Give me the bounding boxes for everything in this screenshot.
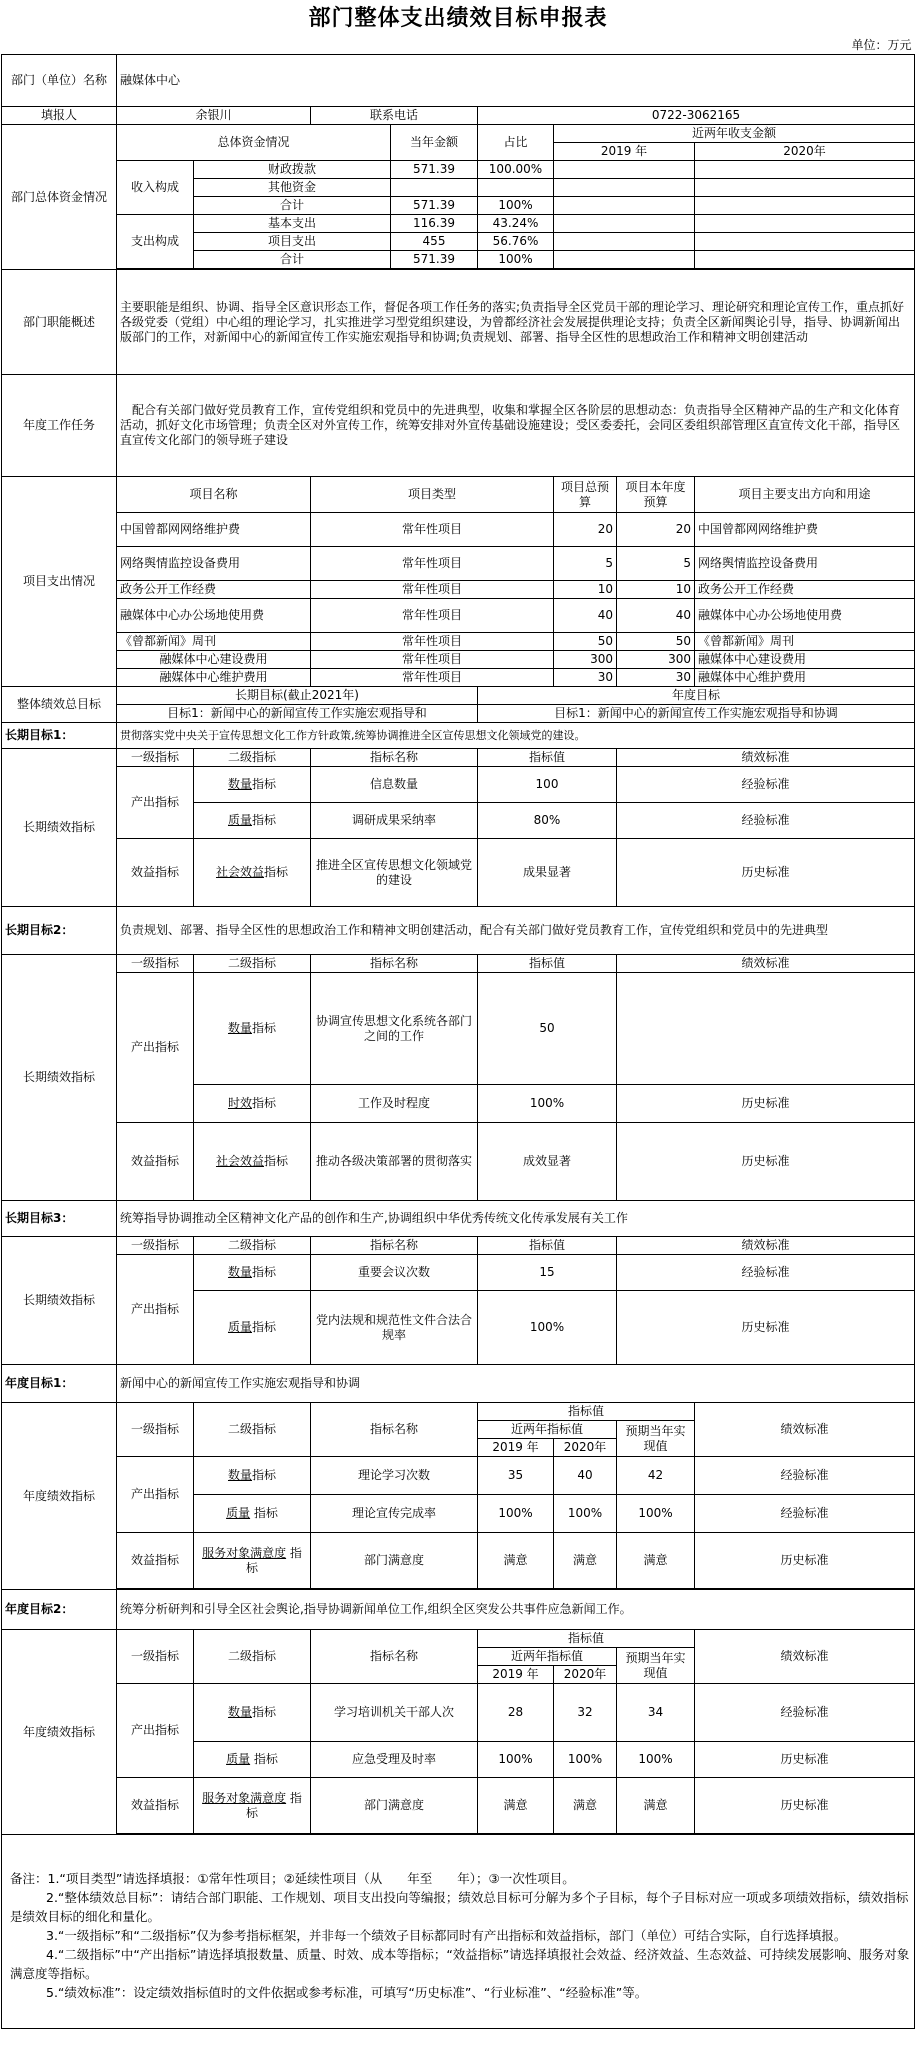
lt3-block: 长期绩效指标 [2, 1237, 117, 1365]
header-value: 指标值 [478, 1237, 617, 1255]
header-std: 绩效标准 [617, 955, 915, 973]
income-label: 收入构成 [117, 161, 194, 215]
yt2-block: 年度绩效指标 [2, 1630, 117, 1835]
project-year: 30 [617, 669, 695, 687]
lt3-value: 15 [478, 1255, 617, 1291]
funds-2020-header: 2020年 [695, 143, 915, 161]
year-expect-header: 预期当年实现值 [617, 1421, 695, 1457]
yt2-expect: 满意 [617, 1778, 695, 1834]
project-type: 常年性项目 [311, 651, 554, 669]
yt2-2019: 28 [478, 1684, 554, 1742]
dept-label: 部门（单位）名称 [2, 55, 117, 107]
yt2-2020: 100% [554, 1742, 617, 1778]
income-amount: 571.39 [391, 161, 478, 179]
header-l2: 二级指标 [194, 1403, 311, 1457]
lt2-l2: 数量 [227, 1021, 252, 1035]
header-l1: 一级指标 [117, 1630, 194, 1684]
overall-year-text: 目标1：新闻中心的新闻宣传工作实施宏观指导和协调 [478, 705, 915, 723]
lt3-name: 重要会议次数 [311, 1255, 478, 1291]
project-name: 《曾都新闻》周刊 [117, 633, 311, 651]
yt1-2020: 100% [554, 1495, 617, 1533]
yt1-name: 理论宣传完成率 [311, 1495, 478, 1533]
lt1-block: 长期绩效指标 [2, 749, 117, 907]
yt1-l2: 服务对象满意度 [202, 1545, 287, 1560]
expense-label: 支出构成 [117, 215, 194, 269]
yt1-std: 历史标准 [695, 1533, 915, 1589]
lt3-l2: 质量 [227, 1320, 252, 1334]
year-2020-header: 2020年 [554, 1666, 617, 1684]
expense-item: 合计 [194, 251, 391, 269]
header-l1: 一级指标 [117, 749, 194, 767]
lt2-l2-suffix: 指标 [252, 1096, 277, 1110]
overall-long-text: 目标1：新闻中心的新闻宣传工作实施宏观指导和 [117, 705, 478, 723]
tasks-label: 年度工作任务 [2, 375, 117, 477]
funds-recent-header: 近两年收支金额 [554, 125, 915, 143]
yt1-l2: 质量 [226, 1506, 251, 1520]
project-year: 10 [617, 581, 695, 599]
yt2-l2-suffix: 指标 [245, 1790, 302, 1820]
project-use: 网络舆情监控设备费用 [695, 547, 915, 581]
lt2-l2-suffix: 指标 [252, 1021, 277, 1035]
income-ratio: 100% [478, 197, 554, 215]
funds-ratio-header: 占比 [478, 125, 554, 161]
header-l1: 一级指标 [117, 1403, 194, 1457]
project-col-total: 项目总预算 [554, 477, 617, 513]
lt1-l2-suffix: 指标 [252, 777, 277, 791]
funds-2019-header: 2019 年 [554, 143, 695, 161]
yt1-std: 经验标准 [695, 1457, 915, 1495]
header-l1: 一级指标 [117, 955, 194, 973]
yt2-l2: 服务对象满意度 [202, 1790, 287, 1805]
yt2-text: 统筹分析研判和引导全区社会舆论,指导协调新闻单位工作,组织全区突发公共事件应急新闻工作。 [117, 1590, 915, 1630]
lt1-name: 调研成果采纳率 [311, 803, 478, 839]
project-col-use: 项目主要支出方向和用途 [695, 477, 915, 513]
notes-block [2, 1835, 915, 2029]
expense-amount: 571.39 [391, 251, 478, 269]
lt1-label: 长期目标1： [2, 723, 117, 749]
project-name: 融媒体中心建设费用 [117, 651, 311, 669]
project-type: 常年性项目 [311, 599, 554, 633]
lt3-l2-suffix: 指标 [252, 1265, 277, 1279]
yt1-name: 部门满意度 [311, 1533, 478, 1589]
yt1-l2-suffix: 指标 [250, 1506, 278, 1520]
yt2-2019: 100% [478, 1742, 554, 1778]
project-name: 政务公开工作经费 [117, 581, 311, 599]
project-use: 融媒体中心办公场地使用费 [695, 599, 915, 633]
overall-year-label: 年度目标 [478, 687, 915, 705]
lt2-name: 推动各级决策部署的贯彻落实 [311, 1123, 478, 1201]
expense-ratio: 56.76% [478, 233, 554, 251]
filler-label: 填报人 [2, 107, 117, 125]
year-recent-header: 近两年指标值 [478, 1421, 617, 1439]
yt2-l2-suffix: 指标 [250, 1752, 278, 1766]
duties-label: 部门职能概述 [2, 270, 117, 375]
lt1-l2-suffix: 指标 [264, 865, 289, 879]
lt2-name: 工作及时程度 [311, 1085, 478, 1123]
lt1-value: 100 [478, 767, 617, 803]
yt2-name: 部门满意度 [311, 1778, 478, 1834]
yt1-2020: 40 [554, 1457, 617, 1495]
project-type: 常年性项目 [311, 633, 554, 651]
projects-label: 项目支出情况 [2, 477, 117, 687]
project-use: 《曾都新闻》周刊 [695, 633, 915, 651]
header-l2: 二级指标 [194, 955, 311, 973]
income-amount: 571.39 [391, 197, 478, 215]
yt1-expect: 100% [617, 1495, 695, 1533]
dept-value: 融媒体中心 [117, 55, 915, 107]
yt2-label: 年度目标2： [2, 1590, 117, 1630]
yt1-expect: 42 [617, 1457, 695, 1495]
funds-label: 部门总体资金情况 [2, 125, 117, 270]
lt2-value: 100% [478, 1085, 617, 1123]
header-name: 指标名称 [311, 955, 478, 973]
income-item: 财政拨款 [194, 161, 391, 179]
note-item: 2.“整体绩效总目标”：请结合部门职能、工作规划、项目支出投向等编报；绩效总目标可分解为多个子目标，每个子目标对应一项或多项绩效指标，绩效指标是绩效目标的细化和量化。 [10, 1890, 909, 1924]
project-use: 融媒体中心建设费用 [695, 651, 915, 669]
lt2-benefit: 效益指标 [117, 1123, 194, 1201]
year-value-header: 指标值 [478, 1630, 695, 1648]
note-item: 5.“绩效标准”：设定绩效指标值时的文件依据或参考标准，可填写“历史标准”、“行业标准”、“经验标准”等。 [46, 1985, 648, 2000]
lt1-name: 推进全区宣传思想文化领域党的建设 [311, 839, 478, 907]
project-type: 常年性项目 [311, 513, 554, 547]
project-name: 融媒体中心办公场地使用费 [117, 599, 311, 633]
yt1-expect: 满意 [617, 1533, 695, 1589]
lt3-l2: 数量 [227, 1265, 252, 1279]
lt2-label: 长期目标2： [2, 907, 117, 955]
report-page [1, 0, 912, 2029]
yt1-2020: 满意 [554, 1533, 617, 1589]
project-year: 5 [617, 547, 695, 581]
lt1-std: 经验标准 [617, 803, 915, 839]
note-item: 备注：1.“项目类型”请选择填报：①常年性项目；②延续性项目（从 年至 年）；③一次性项目。 [10, 1871, 575, 1886]
lt2-l2: 社会效益 [215, 1154, 264, 1168]
lt1-text: 贯彻落实党中央关于宣传思想文化工作方针政策,统筹协调推进全区宣传思想文化领域党的建设。 [117, 723, 915, 749]
lt2-l2: 时效 [227, 1096, 252, 1110]
yt1-name: 理论学习次数 [311, 1457, 478, 1495]
header-l2: 二级指标 [194, 749, 311, 767]
yt2-std: 历史标准 [695, 1778, 915, 1834]
project-year: 40 [617, 599, 695, 633]
yt2-benefit: 效益指标 [117, 1778, 194, 1834]
yt2-l2: 质量 [226, 1752, 251, 1766]
year-2020-header: 2020年 [554, 1439, 617, 1457]
project-type: 常年性项目 [311, 581, 554, 599]
yt2-expect: 34 [617, 1684, 695, 1742]
project-col-year: 项目本年度预算 [617, 477, 695, 513]
lt2-output: 产出指标 [117, 973, 194, 1123]
income-ratio [478, 179, 554, 197]
income-item: 合计 [194, 197, 391, 215]
lt1-l2-suffix: 指标 [252, 813, 277, 827]
header-value: 指标值 [478, 749, 617, 767]
header-std: 绩效标准 [695, 1403, 915, 1457]
yt2-2020: 满意 [554, 1778, 617, 1834]
header-name: 指标名称 [311, 1403, 478, 1457]
lt2-text: 负责规划、部署、指导全区性的思想政治工作和精神文明创建活动，配合有关部门做好党员教育工作，宣传党组织和党员中的先进典型 [117, 907, 915, 955]
lt2-std: 历史标准 [617, 1085, 915, 1123]
project-col-type: 项目类型 [311, 477, 554, 513]
expense-ratio: 100% [478, 251, 554, 269]
unit-label: 单位：万元 [851, 37, 912, 52]
income-amount [391, 179, 478, 197]
lt2-std: 历史标准 [617, 1123, 915, 1201]
header-l2: 二级指标 [194, 1630, 311, 1684]
lt3-text: 统筹指导协调推动全区精神文化产品的创作和生产,协调组织中华优秀传统文化传承发展有关工作 [117, 1201, 915, 1237]
header-name: 指标名称 [311, 1237, 478, 1255]
lt2-name: 协调宣传思想文化系统各部门之间的工作 [311, 973, 478, 1085]
lt2-l2-suffix: 指标 [264, 1154, 289, 1168]
expense-item: 项目支出 [194, 233, 391, 251]
year-2019-header: 2019 年 [478, 1439, 554, 1457]
header-std: 绩效标准 [617, 749, 915, 767]
funds-total-header: 总体资金情况 [117, 125, 391, 161]
project-use: 融媒体中心维护费用 [695, 669, 915, 687]
lt1-l2: 质量 [227, 813, 252, 827]
income-ratio: 100.00% [478, 161, 554, 179]
yt1-label: 年度目标1： [2, 1365, 117, 1403]
yt1-l2-suffix: 指标 [245, 1545, 302, 1575]
yt2-2019: 满意 [478, 1778, 554, 1834]
project-name: 网络舆情监控设备费用 [117, 547, 311, 581]
yt2-std: 历史标准 [695, 1742, 915, 1778]
header-name: 指标名称 [311, 749, 478, 767]
lt1-l2: 数量 [227, 777, 252, 791]
lt1-std: 历史标准 [617, 839, 915, 907]
overall-long-label: 长期目标(截止2021年) [117, 687, 478, 705]
overall-label: 整体绩效总目标 [2, 687, 117, 723]
project-total: 5 [554, 547, 617, 581]
yt1-l2-suffix: 指标 [252, 1468, 277, 1482]
lt1-l2: 社会效益 [215, 865, 264, 879]
lt3-std: 历史标准 [617, 1291, 915, 1365]
project-total: 30 [554, 669, 617, 687]
lt1-benefit: 效益指标 [117, 839, 194, 907]
yt1-benefit: 效益指标 [117, 1533, 194, 1589]
project-name: 中国曾都网网络维护费 [117, 513, 311, 547]
header-std: 绩效标准 [617, 1237, 915, 1255]
project-total: 50 [554, 633, 617, 651]
note-item: 3.“一级指标”和“二级指标”仅为参考指标框架，并非每一个绩效子目标都同时有产出指标和效益指标，部门（单位）可结合实际，自行选择填报。 [46, 1928, 847, 1943]
expense-amount: 116.39 [391, 215, 478, 233]
project-year: 20 [617, 513, 695, 547]
lt1-value: 成果显著 [478, 839, 617, 907]
yt1-l2: 数量 [227, 1468, 252, 1482]
yt2-name: 应急受理及时率 [311, 1742, 478, 1778]
funds-amount-header: 当年金额 [391, 125, 478, 161]
yt2-2020: 32 [554, 1684, 617, 1742]
project-year: 50 [617, 633, 695, 651]
header-value: 指标值 [478, 955, 617, 973]
yt1-text: 新闻中心的新闻宣传工作实施宏观指导和协调 [117, 1365, 915, 1403]
expense-ratio: 43.24% [478, 215, 554, 233]
lt1-value: 80% [478, 803, 617, 839]
yt1-2019: 满意 [478, 1533, 554, 1589]
project-name: 融媒体中心维护费用 [117, 669, 311, 687]
yt1-2019: 100% [478, 1495, 554, 1533]
project-use: 政务公开工作经费 [695, 581, 915, 599]
phone-label: 联系电话 [311, 107, 478, 125]
income-item: 其他资金 [194, 179, 391, 197]
lt1-name: 信息数量 [311, 767, 478, 803]
header-name: 指标名称 [311, 1630, 478, 1684]
yt1-block: 年度绩效指标 [2, 1403, 117, 1590]
project-total: 300 [554, 651, 617, 669]
lt1-output: 产出指标 [117, 767, 194, 839]
yt2-std: 经验标准 [695, 1684, 915, 1742]
expense-amount: 455 [391, 233, 478, 251]
project-total: 10 [554, 581, 617, 599]
lt3-label: 长期目标3： [2, 1201, 117, 1237]
year-2019-header: 2019 年 [478, 1666, 554, 1684]
lt2-std [617, 973, 915, 1085]
year-expect-header: 预期当年实现值 [617, 1648, 695, 1684]
project-total: 40 [554, 599, 617, 633]
lt2-value: 50 [478, 973, 617, 1085]
yt1-output: 产出指标 [117, 1457, 194, 1533]
filler-value: 余银川 [117, 107, 311, 125]
project-year: 300 [617, 651, 695, 669]
project-use: 中国曾都网网络维护费 [695, 513, 915, 547]
yt2-name: 学习培训机关干部人次 [311, 1684, 478, 1742]
duties-text: 主要职能是组织、协调、指导全区意识形态工作，督促各项工作任务的落实;负责指导全区党员干部的理论学习、理论研究和理论宣传工作，重点抓好各级党委（党组）中心组的理论学习，扎实推进学习型党组织建设，为曾都经济社会发展提供理论支持；负责全区新闻舆论引导，指导、协调新闻出版部门的工作，对新闻中心的新闻宣传工作实施宏观指导和协调;负责规划、部署、指导全区性的思想政治工作和精神文明创建活动 [117, 270, 915, 375]
header-l1: 一级指标 [117, 1237, 194, 1255]
lt2-value: 成效显著 [478, 1123, 617, 1201]
lt3-name: 党内法规和规范性文件合法合规率 [311, 1291, 478, 1365]
lt3-std: 经验标准 [617, 1255, 915, 1291]
lt3-value: 100% [478, 1291, 617, 1365]
yt2-l2-suffix: 指标 [252, 1705, 277, 1719]
yt2-expect: 100% [617, 1742, 695, 1778]
yt1-std: 经验标准 [695, 1495, 915, 1533]
year-recent-header: 近两年指标值 [478, 1648, 617, 1666]
project-type: 常年性项目 [311, 669, 554, 687]
expense-item: 基本支出 [194, 215, 391, 233]
note-item: 4.“二级指标”中“产出指标”请选择填报数量、质量、时效、成本等指标；“效益指标”请选择填报社会效益、经济效益、生态效益、可持续发展影响、服务对象满意度等指标。 [10, 1947, 910, 1981]
lt1-std: 经验标准 [617, 767, 915, 803]
project-total: 20 [554, 513, 617, 547]
phone-value: 0722-3062165 [478, 107, 915, 125]
project-type: 常年性项目 [311, 547, 554, 581]
lt3-output: 产出指标 [117, 1255, 194, 1365]
year-value-header: 指标值 [478, 1403, 695, 1421]
project-col-name: 项目名称 [117, 477, 311, 513]
report-table [1, 0, 915, 2029]
header-l2: 二级指标 [194, 1237, 311, 1255]
tasks-text: 配合有关部门做好党员教育工作，宣传党组织和党员中的先进典型，收集和掌握全区各阶层的思想动态：负责指导全区精神产品的生产和文化体育活动，抓好文化市场管理；负责全区对外宣传工作，统筹安排对外宣传基础设施建设；受区委委托，会同区委组织部管理区直宣传文化干部，指导区直宣传文化部门的领导班子建设 [117, 375, 915, 477]
yt2-output: 产出指标 [117, 1684, 194, 1778]
header-std: 绩效标准 [695, 1630, 915, 1684]
lt2-block: 长期绩效指标 [2, 955, 117, 1201]
yt1-2019: 35 [478, 1457, 554, 1495]
page-title: 部门整体支出绩效目标申报表 [308, 5, 608, 31]
lt3-l2-suffix: 指标 [252, 1320, 277, 1334]
yt2-l2: 数量 [227, 1705, 252, 1719]
